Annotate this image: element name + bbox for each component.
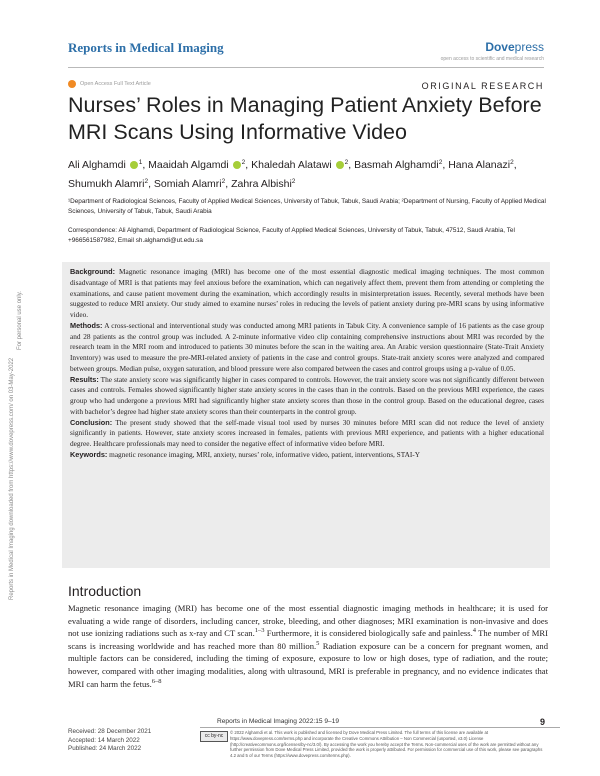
affiliation-marker: 2 [241,159,246,166]
publisher-logo-part-1: Dove [485,40,515,54]
published-date: Published: 24 March 2022 [68,745,142,753]
affiliation-marker: 2 [221,178,226,185]
download-notice-text [8,291,24,600]
author [354,159,442,171]
cc-license-badge[interactable]: cc by-nc [200,731,228,742]
open-access-label: Open Access Full Text Article [80,81,151,87]
footer-divider [200,727,560,728]
affiliation-marker: 2 [144,178,149,185]
author-name: Hana Alanazi [448,159,511,171]
author-name: Shumukh Alamri [68,178,145,190]
background-label: Background: [70,267,115,276]
accepted-date: Accepted: 14 March 2022 [68,736,140,744]
correspondence: Correspondence: Ali Alghamdi, Department of Radiological Science, Faculty of Applied Medical Sciences, University of Tabuk, Tabuk, 47512, Saudi Arabia, Tel +966561587982, Email sh.alghamdi@ut.edu.sa [68,227,515,244]
affiliations: ¹Department of Radiological Sciences, Faculty of Applied Medical Sciences, University of Tabuk, Tabuk, Saudi Arabia; ²Department of Nursing, Faculty of Applied Medical Sciences, University of Tabuk, Tabuk, Saudi Arabia [68,198,546,215]
author-name: Zahra Albishi [231,178,292,190]
author-name: Maaidah Algamdi [148,159,229,171]
keywords-text: magnetic resonance imaging, MRI, anxiety, nurses’ role, informative video, patient, interventions, STAI-Y [109,449,421,459]
author [154,178,225,190]
intro-text-3: The number of MRI scans is increasing worldwide and has reached more than 80 million. [68,628,548,651]
open-access-row [68,80,151,88]
license-text: © 2022 Alghamdi et al. This work is published and licensed by Dove Medical Press Limited. The full terms of this license are available at https://www.dovepress.com/terms.php and incorporate the Creative Commons Attribution – Non Commercial (unported, v3.0) License (http://creativecommons.org/licenses/by-nc/3.0/). By accessing the work you hereby accept the Terms. Non-commercial uses of the work are permitted without any further permission from Dove Medical Press Limited, provided the work is properly attributed. For permission for commercial use of this work, please see paragraphs 4.2 and 5 of our Terms (https://www.dovepress.com/terms.php). [230,730,543,759]
author [68,159,142,171]
citation-ref[interactable]: 4 [472,627,476,635]
introduction-heading: Introduction [68,583,142,599]
abstract-methods [70,321,544,375]
author [251,159,348,171]
orcid-icon[interactable] [336,161,344,169]
publisher-logo [485,40,544,54]
conclusion-text: The present study showed that the self-made visual tool used by nurses 30 minutes before MRI scan did not reduce the level of anxiety significantly in patients. However, state anxiety scores increased in females, patients with previous MRI experience, and patients with a higher educational degree. Healthcare professionals may need to consider the negative effect of informative video before MRI. [70,417,544,448]
abstract-background [70,267,544,321]
download-notice-line: For personal use only. [17,291,23,350]
footer-citation: Reports in Medical Imaging 2022:15 9–19 [217,718,340,725]
author [448,159,514,171]
publisher-tagline: open access to scientific and medical research [440,56,544,62]
abstract-keywords [70,450,544,461]
citation-ref[interactable]: 6–8 [151,677,162,685]
methods-text: A cross-sectional and interventional study was conducted among MRI patients in Tabuk City. A convenience sample of 16 patients as the case group and 28 patients as the control group was included. A 2-minute informative video clip containing comprehensive instructions about MRI was recorded by the research team in the MRI room and introduced to patients 30 minutes before the scan in the waiting area. An Arabic version questionnaire (State-Trait Anxiety Inventory) was used to measure the pre-MRI-related anxiety of patients in the case and control groups. State-trait anxiety scores were analyzed and compared between groups. Median pulse, oxygen saturation, and blood pressure were also compared between the cases and control groups using a p-value of 0.05. [70,320,544,373]
affiliation-marker: 2 [510,159,514,166]
abstract-conclusion [70,418,544,450]
results-text: The state anxiety score was significantly higher in cases compared to controls. However, the trait anxiety score was not significantly different between cases and controls. Females showed significantly higher state anxiety scores in the cases than in the controls. Based on the previous MRI experience, the cases group who had undergone a previous MRI had significantly higher state anxiety scores than those in the control group. Based on the educational degree, cases with bachelor’s degree had higher state anxiety scores than their counterparts in the control group. [70,374,544,416]
intro-text-2: Furthermore, it is considered biologically safe and painless. [264,628,473,639]
results-label: Results: [70,374,99,384]
orcid-icon[interactable] [233,161,241,169]
citation-ref[interactable]: 5 [316,639,320,647]
intro-text-4: Radiation exposure can be a concern for pregnant women, and multiple factors can be considered, including the timing of exposure, exposure to low or high doses, type of radiation, and the route; however, compared with other imaging modalities, along with ultrasound, MRI is preferable in pregnancy, and no evidence indicates that MRI can harm the fetus. [68,640,548,689]
conclusion-label: Conclusion: [70,417,113,427]
abstract [70,267,544,461]
author-list: Ali Alghamdi $^1$, Maaidah Algamdi $^2$, Khaledah Alatawi $^2$, Basmah Alghamdi$^2$, Hana Alanazi$^2$, Shumukh Alamri$^2$, Somiah Alamri$^2$, Zahra Albishi$^2$ [68,159,517,190]
intro-text-1: Magnetic resonance imaging (MRI) has become one of the most essential diagnostic imaging methods in healthcare; it is used for evaluating a wide range of disorders, including cancer, stroke, bleeding, and other diagnoses; MRI examination is non-invasive and does not use ionizing radiations such as x-ray and CT scan. [68,603,548,639]
open-access-icon [68,80,76,88]
journal-name: Reports in Medical Imaging [68,40,224,55]
author-name: Ali Alghamdi [68,159,126,171]
introduction-paragraph [68,602,548,690]
orcid-icon[interactable] [130,161,138,169]
header-divider [68,67,544,68]
download-notice [6,160,26,600]
affiliation-marker: 1 [138,159,143,166]
article-title: Nurses’ Roles in Managing Patient Anxiety Before MRI Scans Using Informative Video [68,93,542,144]
author-name: Somiah Alamri [153,178,222,190]
author-name: Khaledah Alatawi [251,159,332,171]
keywords-label: Keywords: [70,449,108,459]
citation-ref[interactable]: 1–3 [254,627,265,635]
author [148,159,245,171]
article-dates [68,728,151,754]
affiliation-marker: 2 [291,178,296,185]
author [68,178,148,190]
affiliation-marker: 2 [344,159,349,166]
abstract-results [70,375,544,418]
publisher-logo-part-2: press [514,40,544,54]
received-date: Received: 28 December 2021 [68,728,152,735]
methods-label: Methods: [70,320,103,330]
affiliation-marker: 2 [438,159,443,166]
background-text: Magnetic resonance imaging (MRI) has become one of the most essential diagnostic medical imaging techniques. The most common disadvantage of MRI is that patients may feel anxious before the examination, which can negatively affect them, prevent them from attending or completing the examinations, and cause patient movement during the examination, which accordingly results in misinterpretation issues. Recently, several methods have been suggested to reduce MRI anxiety. Our study aimed to examine nurses’ roles in reducing the levels of patient anxiety during pre-MRI scans by using informative video. [70,267,545,319]
page-number: 9 [540,717,546,727]
download-notice-line: Reports in Medical Imaging downloaded from https://www.dovepress.com/ on 03-May-2022 [9,357,15,600]
author [231,178,295,190]
author-name: Basmah Alghamdi [354,159,439,171]
article-type: ORIGINAL RESEARCH [421,81,544,91]
